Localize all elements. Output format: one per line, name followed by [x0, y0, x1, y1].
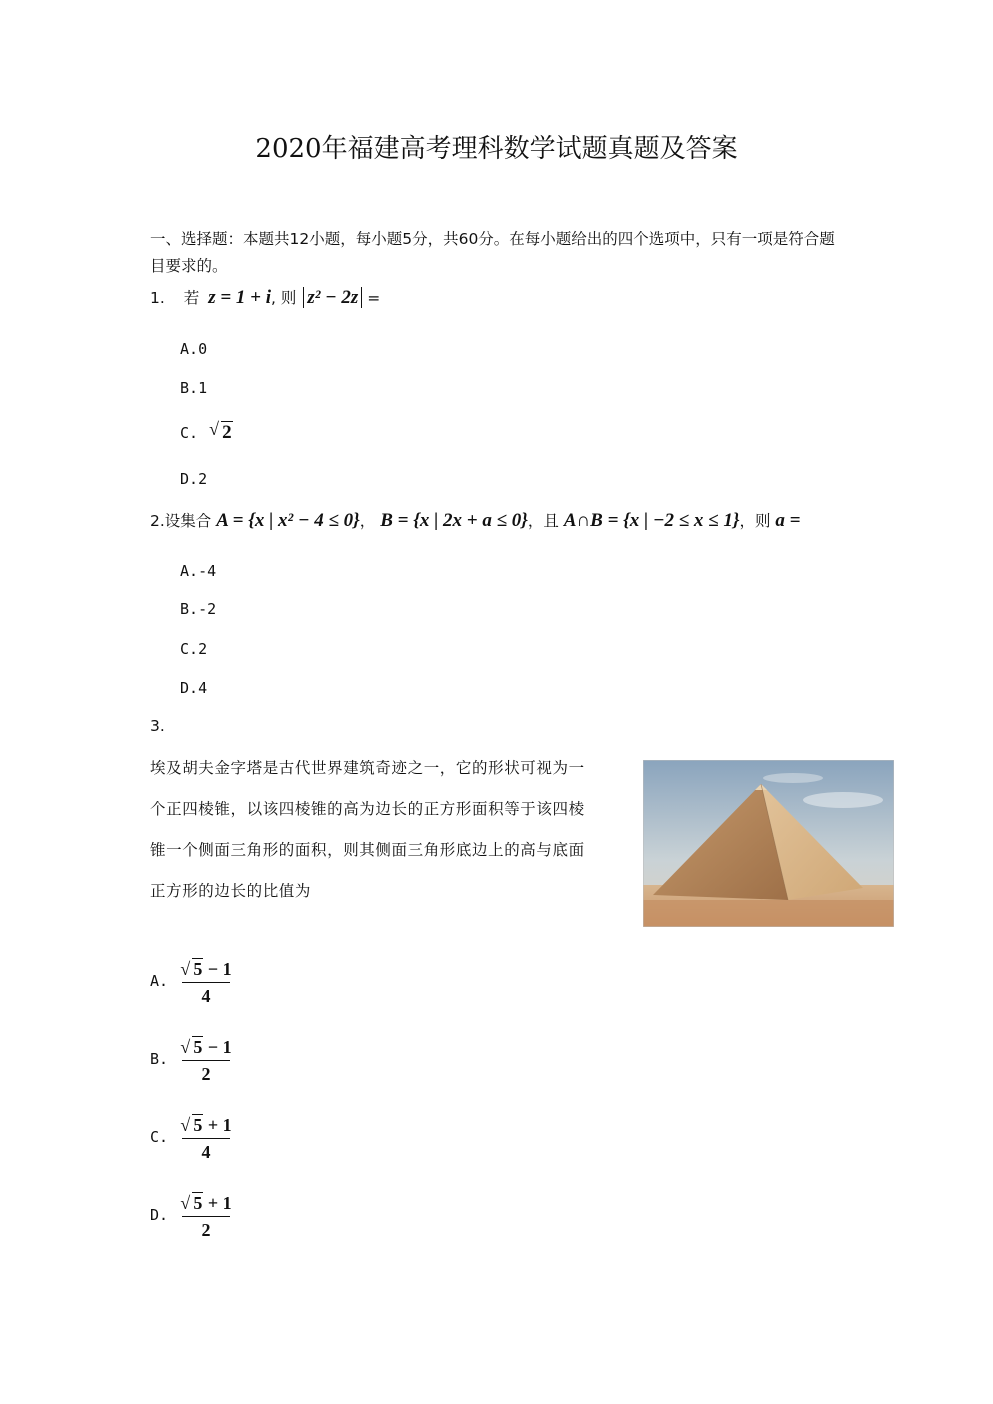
fraction: √ 5 + 1 4 — [180, 1115, 232, 1162]
set-a-expression: A = {x | x² − 4 ≤ 0} — [216, 510, 360, 531]
question-2 — [150, 509, 801, 532]
set-b-expression: B = {x | 2x + a ≤ 0} — [380, 510, 528, 531]
text-line: 锥一个侧面三角形的面积，则其侧面三角形底边上的高与底面 — [150, 841, 585, 859]
pyramid-image — [643, 760, 894, 927]
intersection-expression: A∩B = {x | −2 ≤ x ≤ 1} — [563, 510, 740, 531]
option-a: A. √ 5 − 1 4 — [150, 956, 350, 1012]
option-d: D. √ 5 + 1 2 — [150, 1190, 350, 1246]
option-c: C. √ 2 — [180, 419, 232, 443]
text-line: 正方形的边长的比值为 — [150, 882, 312, 900]
sqrt-expression: √ 2 — [209, 419, 232, 443]
option-d: D.4 — [180, 679, 208, 697]
connector: ，且 — [527, 512, 559, 530]
option-a: A.-4 — [180, 562, 217, 580]
math-expression: z = 1 + i — [208, 287, 272, 308]
ask-expression: a = — [775, 510, 801, 531]
section-intro: 一、选择题：本题共12小题，每小题5分，共60分。在每小题给出的四个选项中，只有一项是符合题目要求的。 — [150, 230, 835, 275]
option-c: C. √ 5 + 1 4 — [150, 1112, 350, 1168]
option-a: A.0 — [180, 340, 208, 358]
question-number: 2. — [150, 512, 165, 530]
fraction: √ 5 − 1 2 — [180, 1037, 232, 1084]
equals-sign: = — [367, 289, 381, 307]
fraction: √ 5 + 1 2 — [180, 1193, 232, 1240]
page-title: 2020年福建高考理科数学试题真题及答案 — [255, 134, 738, 164]
connector-then: ，则 — [739, 512, 771, 530]
option-b: B.-2 — [180, 600, 217, 618]
text-line: 个正四棱锥，以该四棱锥的高为边长的正方形面积等于该四棱 — [150, 800, 585, 818]
question-1 — [150, 286, 380, 309]
question-3-number: 3. — [150, 717, 165, 735]
separator: ， — [359, 512, 376, 530]
question-prefix: 若 — [183, 289, 200, 307]
question-connector: , 则 — [271, 289, 297, 307]
question-prefix: 设集合 — [164, 512, 212, 530]
text-line: 埃及胡夫金字塔是古代世界建筑奇迹之一，它的形状可视为一 — [150, 759, 585, 777]
question-number: 1. — [150, 289, 165, 307]
fraction: √ 5 − 1 4 — [180, 959, 232, 1006]
abs-expression: z² − 2z — [303, 287, 362, 308]
option-c: C.2 — [180, 640, 208, 658]
option-b: B.1 — [180, 379, 208, 397]
option-b: B. √ 5 − 1 2 — [150, 1034, 350, 1090]
question-3-text — [150, 748, 628, 912]
option-d: D.2 — [180, 470, 208, 488]
